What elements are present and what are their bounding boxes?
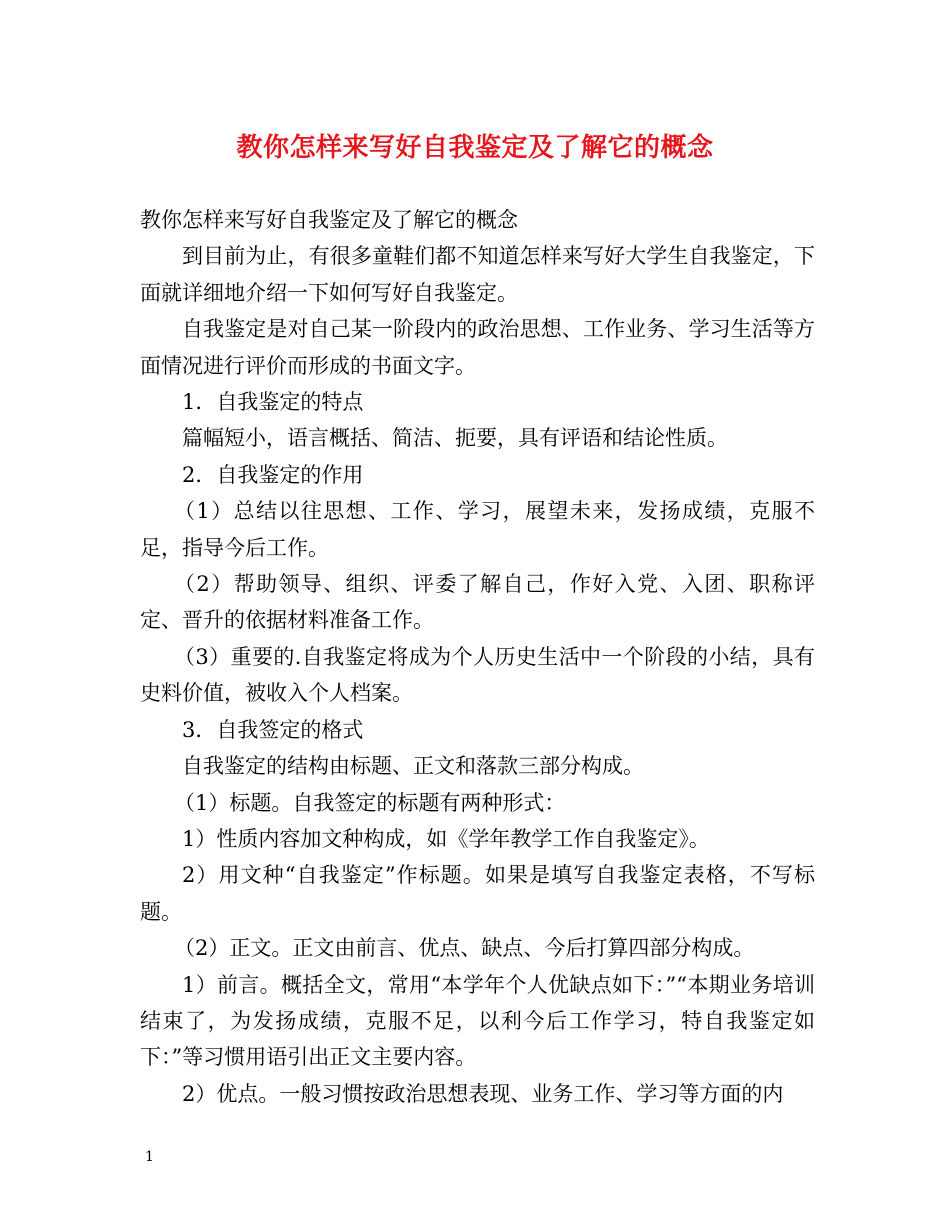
paragraph-structure: 自我鉴定的结构由标题、正文和落款三部分构成。 <box>182 754 644 779</box>
paragraph-body-parts: （2）正文。正文由前言、优点、缺点、今后打算四部分构成。 <box>174 936 755 961</box>
paragraph-purpose-2: （2）帮助领导、组织、评委了解自己，作好入党、入团、职称评定、晋升的依据材料准备工作。 <box>140 572 815 633</box>
paragraph-title-forms: （1）标题。自我签定的标题有两种形式： <box>174 790 566 815</box>
section-heading-purpose: 2．自我鉴定的作用 <box>182 462 364 487</box>
paragraph-preface: 1）前言。概括全文，常用“本学年个人优缺点如下：”“本期业务培训结束了，为发扬成绩，克服不足，以利今后工作学习，特自我鉴定如下：”等习惯用语引出正文主要内容。 <box>140 972 815 1070</box>
document-body <box>140 202 815 1112</box>
section-heading-features: 1．自我鉴定的特点 <box>182 390 364 415</box>
paragraph-features: 篇幅短小，语言概括、简洁、扼要，具有评语和结论性质。 <box>182 426 728 451</box>
document-title: 教你怎样来写好自我鉴定及了解它的概念 <box>236 133 714 163</box>
page-number: 1 <box>145 1149 154 1165</box>
paragraph-title-form-2: 2）用文种“自我鉴定”作标题。如果是填写自我鉴定表格，不写标题。 <box>140 863 815 924</box>
paragraph-purpose-1: （1）总结以往思想、工作、学习，展望未来，发扬成绩，克服不足，指导今后工作。 <box>140 499 815 560</box>
paragraph-title-form-1: 1）性质内容加文种构成，如《学年教学工作自我鉴定》。 <box>182 826 710 851</box>
paragraph-strengths: 2）优点。一般习惯按政治思想表现、业务工作、学习等方面的内 <box>182 1081 784 1106</box>
paragraph-definition: 自我鉴定是对自己某一阶段内的政治思想、工作业务、学习生活等方面情况进行评价而形成的书面文字。 <box>140 317 815 378</box>
section-heading-format: 3．自我签定的格式 <box>182 717 364 742</box>
paragraph-intro: 到目前为止，有很多童鞋们都不知道怎样来写好大学生自我鉴定，下面就详细地介绍一下如何写好自我鉴定。 <box>140 244 815 305</box>
paragraph-heading-repeat: 教你怎样来写好自我鉴定及了解它的概念 <box>140 208 518 232</box>
paragraph-purpose-3: （3）重要的.自我鉴定将成为个人历史生活中一个阶段的小结，具有史料价值，被收入个人档案。 <box>140 644 815 706</box>
